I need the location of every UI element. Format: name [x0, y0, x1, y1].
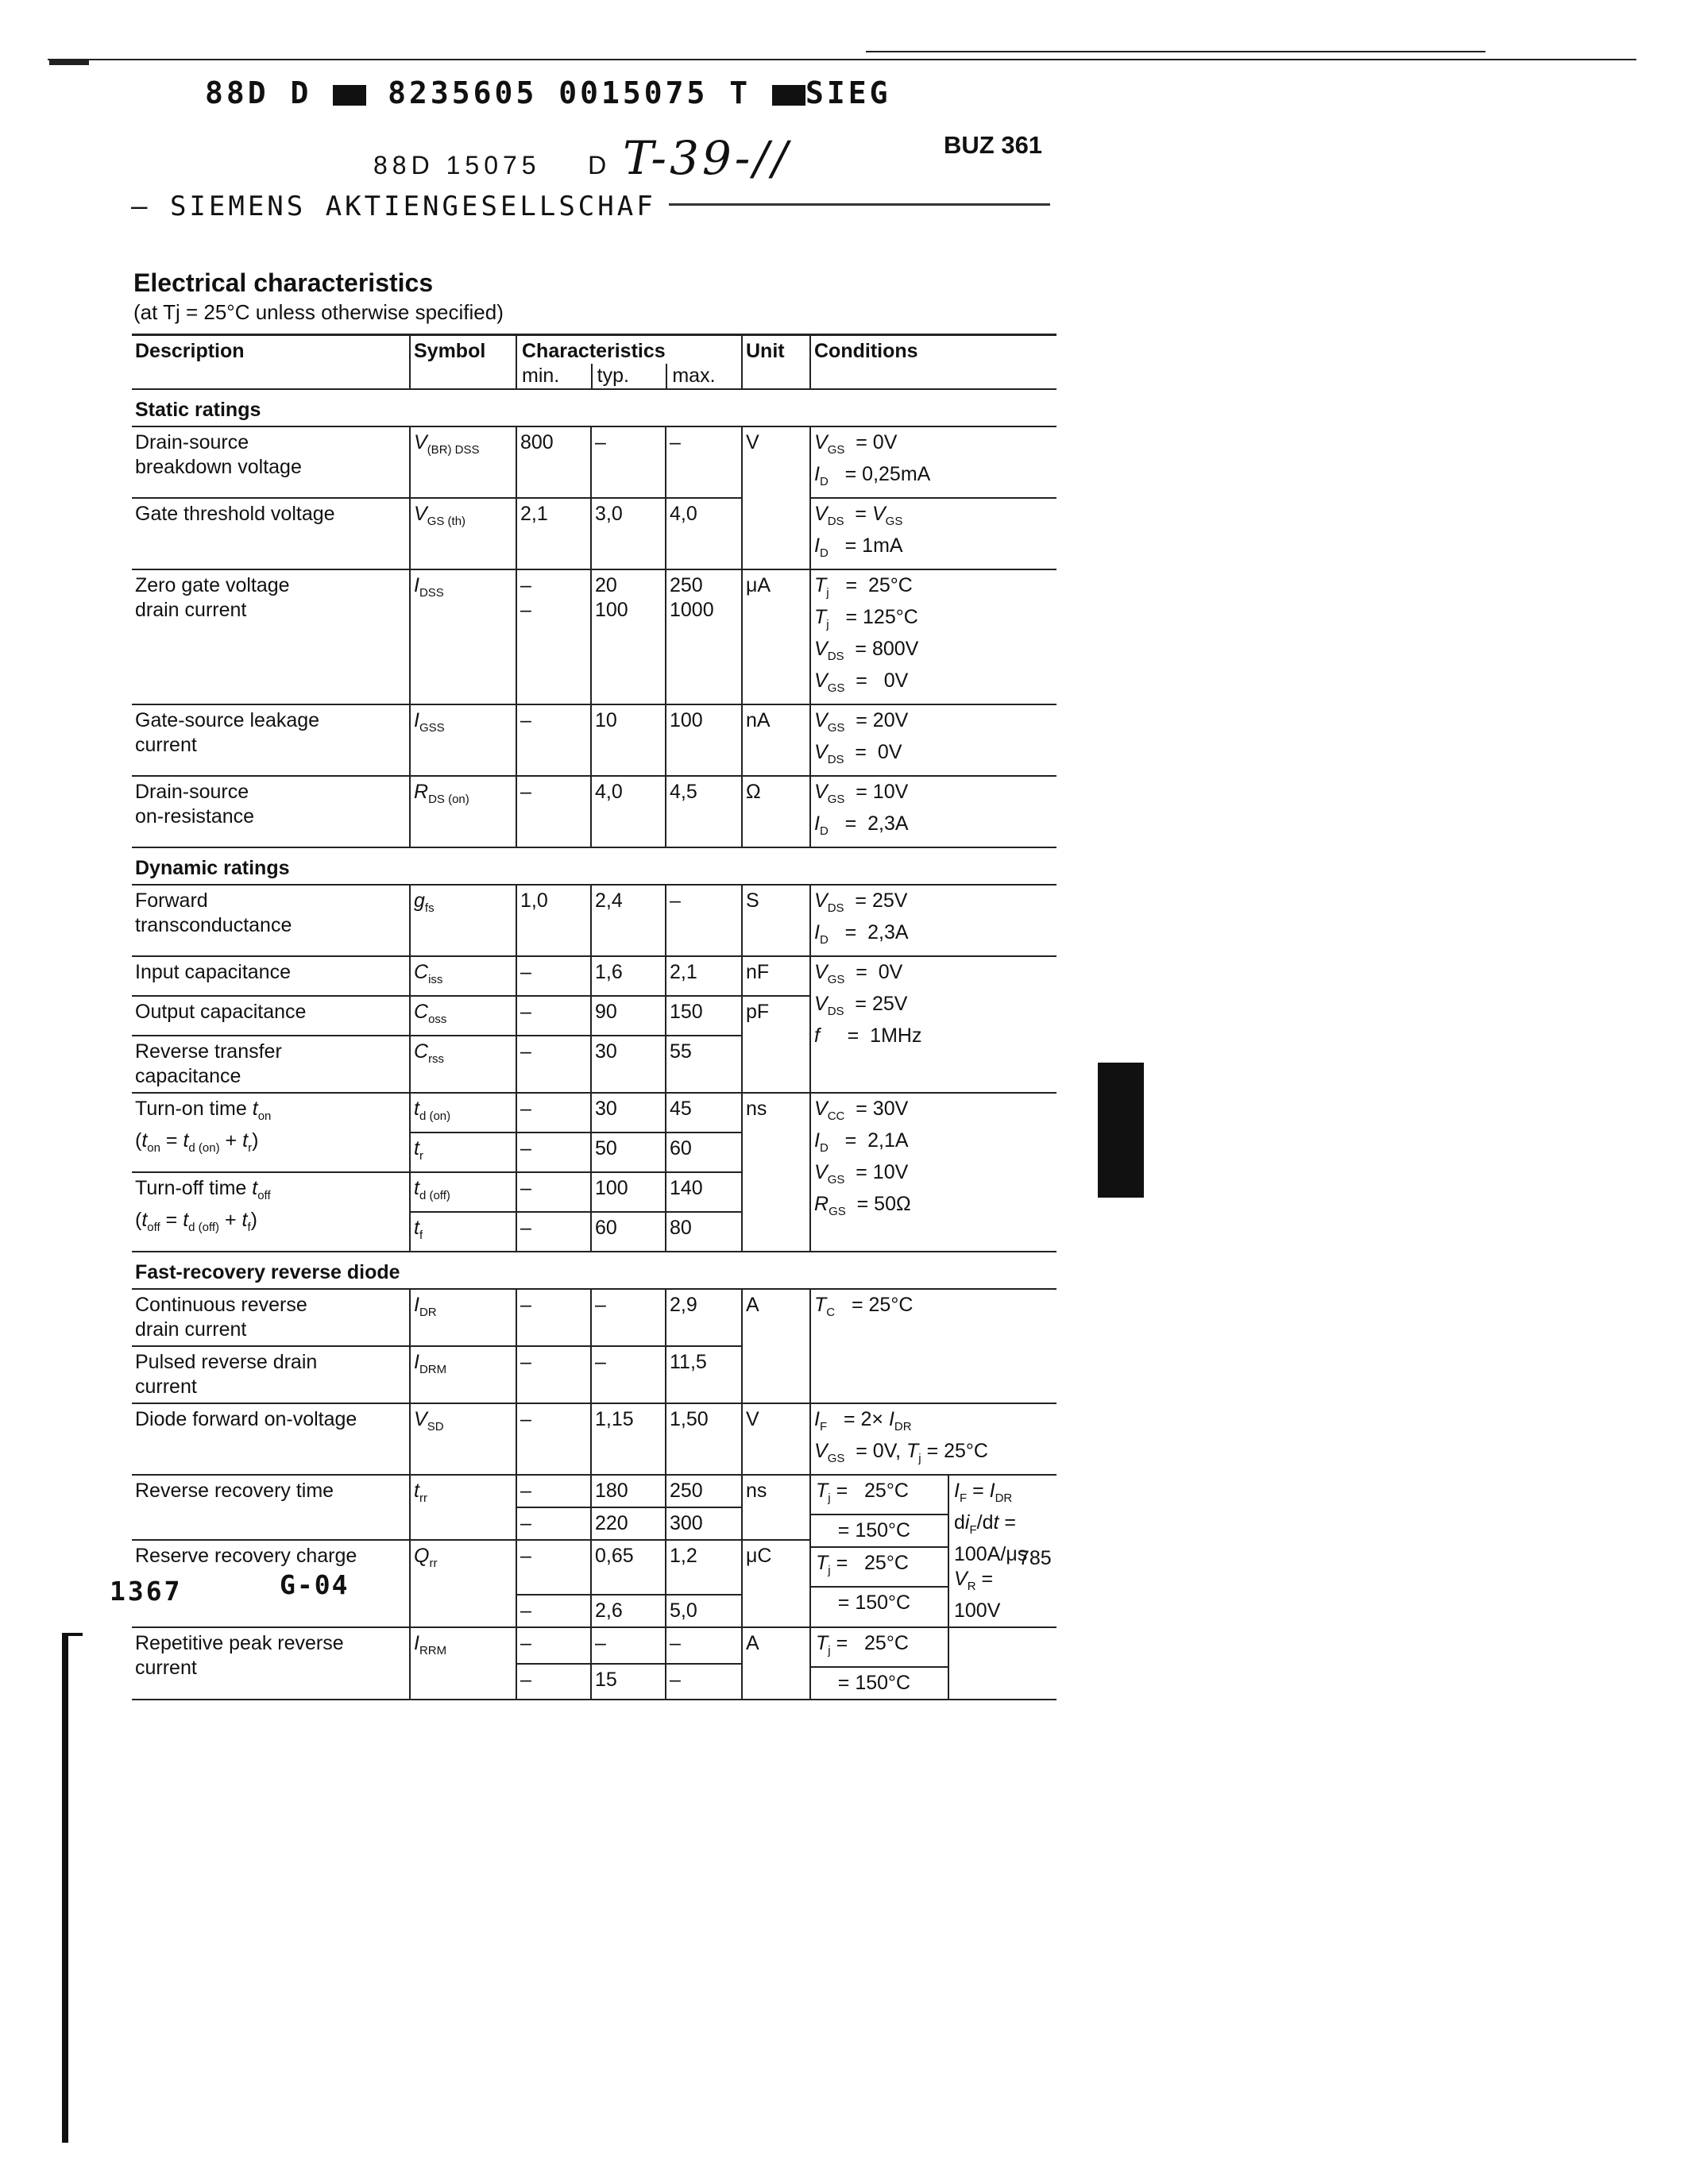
conditions-temp-col — [811, 1628, 949, 1699]
row-max: – — [666, 1627, 742, 1664]
table-row — [132, 1093, 1056, 1133]
row-typ: 2,6 — [591, 1595, 666, 1627]
cond-tj-150: = 150°C — [816, 1592, 911, 1614]
cond-tj-25: $T_j = 25^\circ C$ — [811, 1548, 948, 1588]
row-conditions: $V_{CC} = 30V$ $I_D = 2,1A$ $V_{GS} = 10V$ $R_{GS} = 50\Omega$ — [810, 1093, 1056, 1252]
row-typ: 0,65 — [591, 1540, 666, 1595]
row-typ: 15 — [591, 1664, 666, 1700]
section-row-diode — [132, 1252, 1056, 1289]
row-typ: 1,15 — [591, 1403, 666, 1475]
row-conditions: $V_{DS} = 25V$ $I_D = 2,3A$ — [810, 885, 1056, 956]
scan-line-top-2 — [866, 51, 1485, 52]
row-desc: Reserve recovery charge — [132, 1540, 410, 1627]
table-header-row — [132, 335, 1056, 390]
row-desc: Zero gate voltage drain current — [132, 569, 410, 704]
col-characteristics-label: Characteristics — [522, 340, 666, 362]
conditions-temp-col — [811, 1476, 948, 1626]
row-desc: Continuous reverse drain current — [132, 1289, 410, 1346]
row-min: – – — [516, 569, 591, 704]
row-symbol: $V_{SD}$ — [410, 1403, 516, 1475]
row-min: – — [516, 1595, 591, 1627]
row-conditions: $V_{GS} = 0V$ $V_{DS} = 25V$ f = 1MHz — [810, 956, 1056, 1093]
table-row — [132, 1403, 1056, 1475]
header-code-a: 88D D — [205, 75, 312, 110]
col-min: min. — [522, 365, 560, 387]
row-min: – — [516, 704, 591, 776]
row-symbol: $C_{rss}$ — [410, 1036, 516, 1093]
row-max: – — [666, 885, 742, 956]
row-symbol: $I_{DSS}$ — [410, 569, 516, 704]
part-number: BUZ 361 — [944, 131, 1043, 159]
row-symbol: $t_r$ — [410, 1133, 516, 1172]
margin-black-bar — [1098, 1063, 1144, 1198]
row-unit: V — [742, 426, 810, 569]
header-code-2-d: D — [588, 151, 612, 179]
row-symbol: $t_{d (on)}$ — [410, 1093, 516, 1133]
col-max: max. — [666, 364, 741, 388]
table-row — [132, 776, 1056, 847]
static-title: Static ratings — [132, 389, 1056, 426]
row-max: – — [666, 426, 742, 498]
row-desc: Gate-source leakage current — [132, 704, 410, 776]
table-row — [132, 426, 1056, 498]
scan-mark-left — [49, 60, 89, 65]
row-max: 250 — [666, 1475, 742, 1507]
row-desc: Forward transconductance — [132, 885, 410, 956]
cond-tj-150: = 150°C — [816, 1672, 911, 1694]
row-desc: Reverse transfer capacitance — [132, 1036, 410, 1093]
row-symbol: $C_{oss}$ — [410, 996, 516, 1036]
row-max: 60 — [666, 1133, 742, 1172]
row-symbol: $I_{DRM}$ — [410, 1346, 516, 1403]
handwritten-note: T-39-// — [623, 131, 791, 185]
table-row — [132, 498, 1056, 569]
redaction-block — [333, 85, 366, 106]
row-typ: 50 — [591, 1133, 666, 1172]
row-max: 2,1 — [666, 956, 742, 996]
row-symbol: $t_f$ — [410, 1212, 516, 1252]
row-min: – — [516, 1475, 591, 1507]
footer-code-right: G-04 — [280, 1569, 350, 1600]
col-conditions: Conditions — [810, 335, 1056, 390]
company-rule — [669, 203, 1050, 206]
row-unit: μA — [742, 569, 810, 704]
row-symbol: $t_{rr}$ — [410, 1475, 516, 1540]
page-number: 785 — [1018, 1547, 1052, 1569]
row-max: 1,2 — [666, 1540, 742, 1595]
row-unit: nF — [742, 956, 810, 996]
table-row — [132, 956, 1056, 996]
row-symbol: $t_{d (off)}$ — [410, 1172, 516, 1212]
row-desc: Input capacitance — [132, 956, 410, 996]
row-min: – — [516, 1289, 591, 1346]
row-min: – — [516, 1507, 591, 1540]
table-row — [132, 1289, 1056, 1346]
table-row — [132, 569, 1056, 704]
row-min: – — [516, 1403, 591, 1475]
col-description: Description — [132, 335, 410, 390]
row-max: 4,5 — [666, 776, 742, 847]
row-min: – — [516, 1172, 591, 1212]
row-max: 300 — [666, 1507, 742, 1540]
row-min: – — [516, 1346, 591, 1403]
row-typ: 4,0 — [591, 776, 666, 847]
row-desc: Pulsed reverse drain current — [132, 1346, 410, 1403]
row-typ: 220 — [591, 1507, 666, 1540]
row-unit: μC — [742, 1540, 810, 1627]
table-row — [132, 1475, 1056, 1507]
row-desc: Turn-on time $t_{on}$ $(t_{on} = t_{d (on)} + t_r)$ — [132, 1093, 410, 1172]
row-unit: V — [742, 1403, 810, 1475]
row-unit: A — [742, 1289, 810, 1403]
row-symbol: $C_{iss}$ — [410, 956, 516, 996]
row-max: 250 1000 — [666, 569, 742, 704]
col-characteristics-sub — [517, 364, 741, 388]
company-name: — SIEMENS AKTIENGESELLSCHAF — [131, 191, 656, 222]
row-max: 45 — [666, 1093, 742, 1133]
row-desc: Diode forward on-voltage — [132, 1403, 410, 1475]
row-conditions: $T_j = 25^\circ C$ $T_j = 125^\circ C$ $V_{DS} = 800V$ $V_{GS} = 0V$ — [810, 569, 1056, 704]
col-unit: Unit — [742, 335, 810, 390]
footer-code-left: 1367 — [110, 1576, 183, 1607]
row-unit: A — [742, 1627, 810, 1700]
row-typ: 180 — [591, 1475, 666, 1507]
table-row — [132, 885, 1056, 956]
row-typ: 60 — [591, 1212, 666, 1252]
cond-tj-25: $T_j = 25^\circ C$ — [811, 1628, 948, 1668]
row-desc: Drain-source on-resistance — [132, 776, 410, 847]
row-symbol: $V_{(BR) DSS}$ — [410, 426, 516, 498]
scan-line-top — [48, 59, 1636, 60]
section-title: Electrical characteristics — [133, 268, 434, 297]
row-typ: – — [591, 426, 666, 498]
row-min: 1,0 — [516, 885, 591, 956]
header-code-2 — [373, 131, 790, 185]
row-unit: S — [742, 885, 810, 956]
row-conditions: $T_C = 25^\circ C$ — [810, 1289, 1056, 1403]
row-typ: 90 — [591, 996, 666, 1036]
row-typ: – — [591, 1627, 666, 1664]
row-min: – — [516, 996, 591, 1036]
row-desc: Output capacitance — [132, 996, 410, 1036]
row-min: – — [516, 1036, 591, 1093]
header-code-c: SIEG — [805, 75, 891, 110]
row-unit: pF — [742, 996, 810, 1093]
row-conditions-split — [810, 1627, 1056, 1700]
dynamic-title: Dynamic ratings — [132, 847, 1056, 885]
row-max: 55 — [666, 1036, 742, 1093]
header-code-b: 8235605 0015075 T — [388, 75, 751, 110]
table-row — [132, 1627, 1056, 1664]
row-typ: 2,4 — [591, 885, 666, 956]
row-max: – — [666, 1664, 742, 1700]
row-symbol: $Q_{rr}$ — [410, 1540, 516, 1627]
row-max: 4,0 — [666, 498, 742, 569]
section-row-static — [132, 389, 1056, 426]
characteristics-table — [132, 334, 1056, 1700]
row-typ: 10 — [591, 704, 666, 776]
redaction-block-2 — [772, 85, 805, 106]
row-min: – — [516, 956, 591, 996]
row-max: 5,0 — [666, 1595, 742, 1627]
row-min: – — [516, 1093, 591, 1133]
row-conditions: $V_{GS} = 20V$ $V_{DS} = 0V$ — [810, 704, 1056, 776]
row-max: 140 — [666, 1172, 742, 1212]
row-max: 11,5 — [666, 1346, 742, 1403]
row-unit: ns — [742, 1093, 810, 1252]
row-min: – — [516, 1212, 591, 1252]
row-unit: ns — [742, 1475, 810, 1540]
col-symbol: Symbol — [410, 335, 516, 390]
row-typ: 20 100 — [591, 569, 666, 704]
diode-title: Fast-recovery reverse diode — [132, 1252, 1056, 1289]
row-symbol: $V_{GS (th)}$ — [410, 498, 516, 569]
row-desc: Drain-source breakdown voltage — [132, 426, 410, 498]
cond-tj-150: = 150°C — [811, 1515, 948, 1548]
row-unit: Ω — [742, 776, 810, 847]
header-code-2-number: 88D 15075 — [373, 151, 541, 179]
row-min: – — [516, 1540, 591, 1595]
row-max: 80 — [666, 1212, 742, 1252]
row-desc: Reverse recovery time — [132, 1475, 410, 1540]
row-typ: – — [591, 1289, 666, 1346]
row-desc: Turn-off time $t_{off}$ $(t_{off} = t_{d (off)} + t_f)$ — [132, 1172, 410, 1252]
row-typ: 3,0 — [591, 498, 666, 569]
col-characteristics — [516, 335, 742, 390]
row-max: 2,9 — [666, 1289, 742, 1346]
row-min: – — [516, 776, 591, 847]
section-row-dynamic — [132, 847, 1056, 885]
col-typ: typ. — [591, 364, 666, 388]
row-min: 2,1 — [516, 498, 591, 569]
row-min: – — [516, 1664, 591, 1700]
row-conditions: $I_F = 2\times I_{DR}$ $V_{GS} = 0V$, $T_j = 25^\circ C$ — [810, 1403, 1056, 1475]
row-symbol: $I_{GSS}$ — [410, 704, 516, 776]
row-symbol: $g_{fs}$ — [410, 885, 516, 956]
row-typ: 1,6 — [591, 956, 666, 996]
cond-tj-25: $T_j = 25^\circ C$ — [811, 1476, 948, 1515]
row-typ: – — [591, 1346, 666, 1403]
table-row — [132, 704, 1056, 776]
row-max: 100 — [666, 704, 742, 776]
row-conditions: $V_{GS} = 10V$ $I_D = 2,3A$ — [810, 776, 1056, 847]
row-desc: Gate threshold voltage — [132, 498, 410, 569]
row-conditions: $V_{DS} = V_{GS}$ $I_D = 1mA$ — [810, 498, 1056, 569]
row-max: 150 — [666, 996, 742, 1036]
row-desc: Repetitive peak reverse current — [132, 1627, 410, 1700]
row-symbol: $I_{DR}$ — [410, 1289, 516, 1346]
row-symbol: $I_{RRM}$ — [410, 1627, 516, 1700]
conditions-if-col: $I_F = I_{DR}$ $di_F/dt$ = 100A/μs $V_R$ = 100V — [948, 1476, 1056, 1626]
row-min: 800 — [516, 426, 591, 498]
row-typ: 30 — [591, 1036, 666, 1093]
row-conditions: $V_{GS} = 0V$ $I_D = 0,25mA$ — [810, 426, 1056, 498]
row-typ: 30 — [591, 1093, 666, 1133]
header-code-line — [205, 75, 891, 110]
row-unit: nA — [742, 704, 810, 776]
row-min: – — [516, 1627, 591, 1664]
row-max: 1,50 — [666, 1403, 742, 1475]
row-typ: 100 — [591, 1172, 666, 1212]
left-edge-bar — [62, 1634, 68, 2143]
section-subtitle: (at Tj = 25°C unless otherwise specified) — [133, 300, 504, 324]
row-symbol: $R_{DS (on)}$ — [410, 776, 516, 847]
row-min: – — [516, 1133, 591, 1172]
